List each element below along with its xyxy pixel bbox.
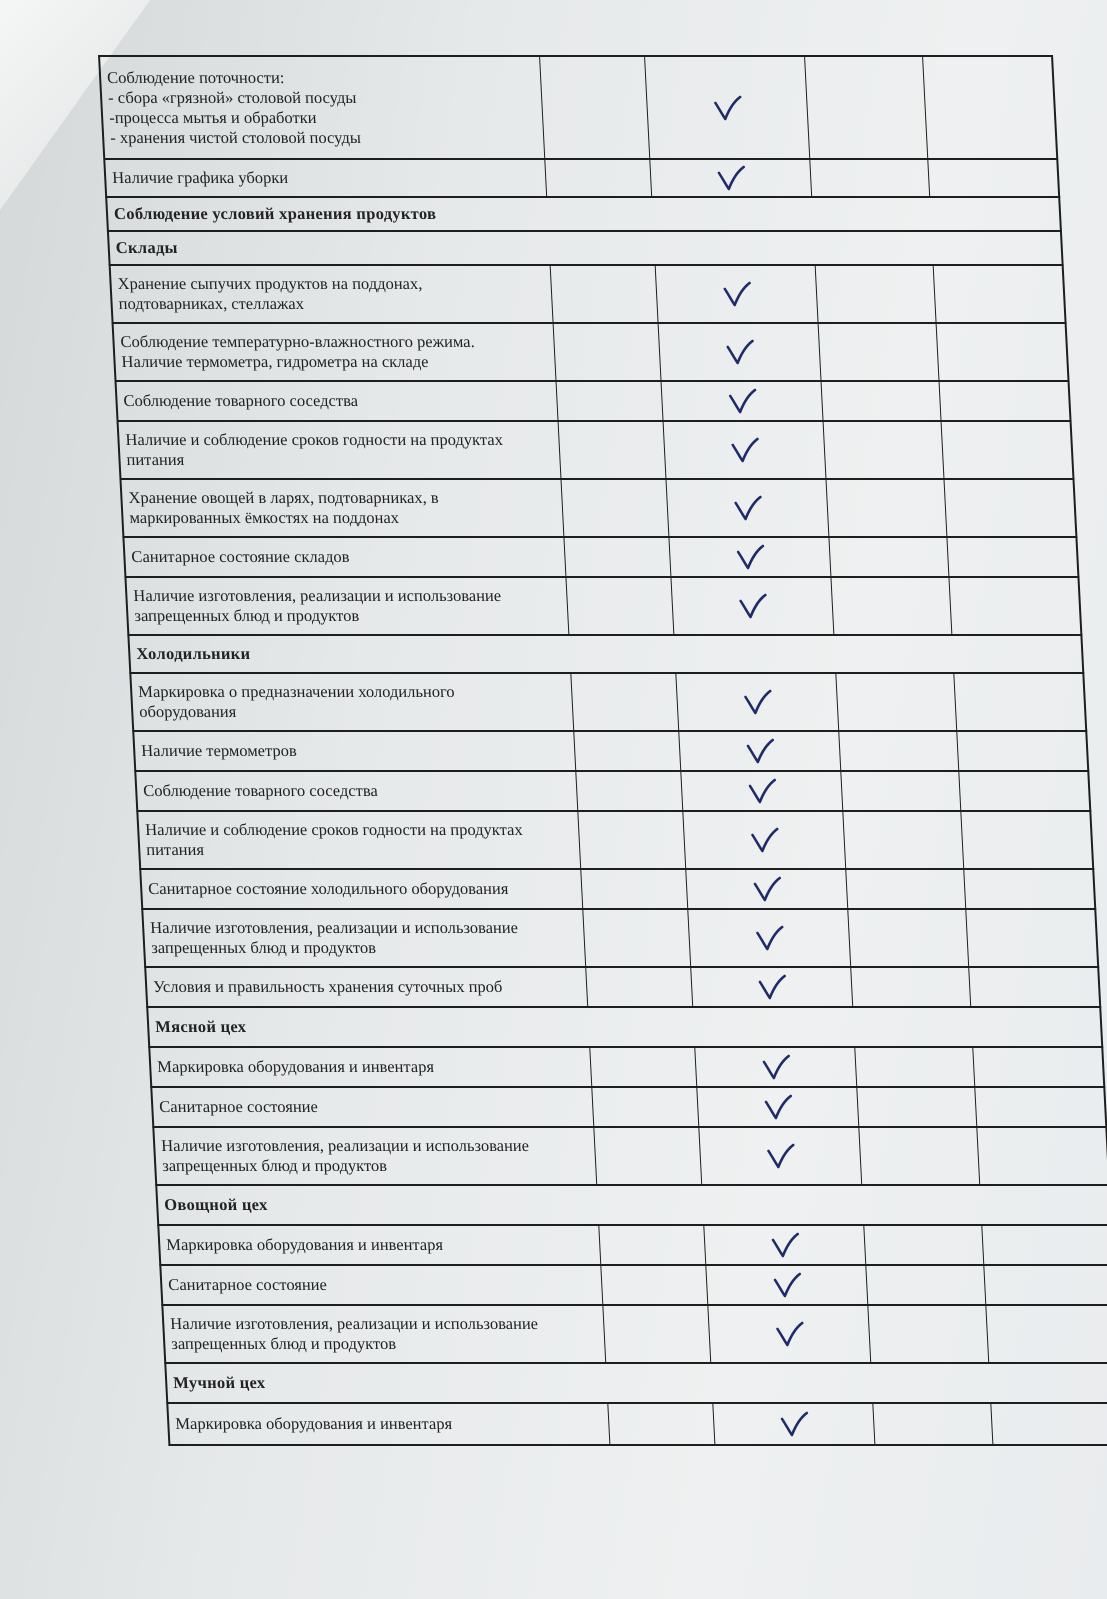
blank-cell: [855, 1048, 975, 1086]
mark-cell: [676, 674, 839, 730]
section-title-cell: [157, 1186, 1107, 1224]
blank-cell: [977, 1128, 1075, 1184]
criterion-text: Наличие изготовления, реализации и использование запрещенных блюд и продуктов: [160, 1136, 530, 1175]
handwritten-checkmark-icon: [751, 875, 782, 903]
checklist-row: [157, 1226, 1107, 1266]
blank-cell: [574, 732, 681, 770]
blank-cell: [594, 1128, 702, 1184]
criterion-cell: [154, 1128, 597, 1184]
criterion-text: Хранение сыпучих продуктов на поддонах, подтоварниках, стеллажах: [117, 274, 423, 313]
handwritten-checkmark-icon: [742, 688, 773, 716]
blank-cell: [966, 910, 1064, 966]
section-header-row: [105, 198, 1062, 232]
handwritten-checkmark-icon: [744, 737, 775, 765]
blank-cell: [959, 772, 1056, 810]
handwritten-checkmark-icon: [756, 973, 787, 1001]
handwritten-checkmark-icon: [715, 164, 746, 192]
criterion-cell: [100, 57, 545, 158]
criterion-text: Санитарное состояние: [158, 1097, 319, 1116]
handwritten-checkmark-icon: [778, 1410, 809, 1438]
blank-cell: [586, 968, 693, 1006]
section-header-row: [146, 1008, 1103, 1048]
checklist-row: [103, 160, 1060, 198]
mark-cell: [713, 1404, 875, 1444]
checklist-row: [136, 812, 1094, 870]
blank-cell: [991, 1404, 1088, 1444]
blank-cell: [964, 870, 1061, 908]
blank-cell: [947, 538, 1044, 576]
mark-cell: [667, 480, 830, 536]
blank-cell: [973, 1048, 1070, 1086]
criterion-cell: [117, 382, 559, 420]
blank-cell: [843, 812, 964, 868]
mark-cell: [695, 1048, 857, 1086]
criterion-cell: [152, 1088, 594, 1126]
criterion-text: Маркировка оборудования и инвентаря: [165, 1235, 444, 1254]
checklist-row: [112, 324, 1070, 382]
criterion-cell: [122, 480, 565, 536]
criterion-text: Соблюдение температурно-влажностного режима. Наличие термометра, гидрометра на складе: [120, 332, 476, 371]
section-title-cell: [148, 1008, 1101, 1046]
section-title: Мучной цех: [172, 1373, 266, 1392]
criterion-text: Соблюдение товарного соседства: [142, 781, 379, 800]
checklist-row: [144, 968, 1101, 1008]
blank-cell: [969, 968, 1066, 1006]
blank-cell: [857, 1088, 977, 1126]
blank-cell: [540, 57, 650, 158]
checklist-row: [150, 1088, 1107, 1128]
blank-cell: [864, 1226, 984, 1264]
blank-cell: [583, 910, 691, 966]
blank-cell: [836, 674, 957, 730]
handwritten-checkmark-icon: [760, 1053, 791, 1081]
blank-cell: [819, 324, 940, 380]
checklist-row: [141, 910, 1099, 968]
mark-cell: [683, 812, 846, 868]
blank-cell: [839, 732, 959, 770]
blank-cell: [578, 812, 686, 868]
blank-cell: [954, 674, 1052, 730]
checklist-row: [124, 578, 1082, 636]
checklist-row: [98, 55, 1058, 160]
mark-cell: [650, 160, 812, 196]
handwritten-checkmark-icon: [711, 94, 742, 122]
blank-cell: [592, 1088, 699, 1126]
blank-cell: [576, 772, 683, 810]
criterion-cell: [124, 538, 566, 576]
blank-cell: [571, 674, 679, 730]
blank-cell: [986, 1306, 1084, 1362]
checklist-row: [161, 1306, 1107, 1364]
blank-cell: [559, 422, 667, 478]
blank-cell: [949, 578, 1047, 634]
blank-cell: [873, 1404, 993, 1444]
mark-cell: [659, 324, 822, 380]
handwritten-checkmark-icon: [771, 1271, 802, 1299]
blank-cell: [566, 578, 674, 634]
blank-cell: [945, 480, 1043, 536]
blank-cell: [859, 1128, 980, 1184]
section-header-row: [164, 1364, 1107, 1404]
criterion-cell: [161, 1266, 603, 1304]
mark-cell: [708, 1306, 871, 1362]
blank-cell: [551, 266, 659, 322]
criterion-text: Хранение овощей в ларях, подтоварниках, в маркированных ёмкостях на поддонах: [127, 488, 440, 527]
mark-cell: [704, 1226, 866, 1264]
criterion-text: Соблюдение поточности: - сбора «грязной» столовой посуды -процесса мытья и обработки - хранения чистой столовой посуды: [106, 67, 362, 147]
mark-cell: [664, 422, 827, 478]
blank-cell: [827, 480, 948, 536]
criterion-text: Соблюдение товарного соседства: [123, 391, 359, 410]
mark-cell: [686, 870, 848, 908]
mark-cell: [671, 578, 834, 634]
mark-cell: [656, 266, 819, 322]
section-header-row: [155, 1186, 1107, 1226]
section-title: Мясной цех: [154, 1017, 247, 1036]
criterion-text: Санитарное состояние складов: [130, 547, 350, 566]
criterion-text: Санитарное состояние холодильного оборудования: [147, 879, 509, 898]
mark-cell: [697, 1088, 859, 1126]
checklist-table: [98, 55, 1107, 1530]
blank-cell: [934, 266, 1032, 322]
handwritten-checkmark-icon: [754, 924, 785, 952]
criterion-cell: [143, 910, 586, 966]
criterion-cell: [131, 674, 574, 730]
blank-cell: [841, 772, 961, 810]
criterion-cell: [119, 422, 562, 478]
blank-cell: [590, 1048, 697, 1086]
criterion-cell: [163, 1306, 606, 1362]
section-title: Овощной цех: [163, 1195, 268, 1214]
checklist-row: [148, 1048, 1105, 1088]
handwritten-checkmark-icon: [726, 387, 757, 415]
checklist-row: [120, 480, 1078, 538]
criterion-cell: [146, 968, 588, 1006]
mark-cell: [706, 1266, 868, 1304]
checklist-row: [134, 772, 1091, 812]
blank-cell: [824, 422, 945, 478]
blank-cell: [831, 578, 952, 634]
checklist-row: [139, 870, 1096, 910]
blank-cell: [564, 538, 671, 576]
handwritten-checkmark-icon: [765, 1142, 796, 1170]
criterion-text: Наличие графика уборки: [111, 168, 289, 187]
section-title-cell: [107, 198, 1060, 230]
blank-cell: [975, 1088, 1072, 1126]
section-header-row: [127, 636, 1084, 674]
handwritten-checkmark-icon: [737, 592, 768, 620]
handwritten-checkmark-icon: [746, 777, 777, 805]
blank-cell: [928, 160, 1025, 196]
blank-cell: [810, 160, 930, 196]
blank-cell: [822, 382, 942, 420]
criterion-cell: [105, 160, 547, 196]
blank-cell: [940, 382, 1037, 420]
criterion-text: Наличие и соблюдение сроков годности на продуктах питания: [144, 820, 524, 859]
blank-cell: [608, 1404, 715, 1444]
criterion-cell: [168, 1404, 610, 1444]
blank-cell: [866, 1266, 986, 1304]
blank-cell: [848, 910, 969, 966]
mark-cell: [662, 382, 824, 420]
criterion-cell: [134, 732, 576, 770]
section-header-row: [107, 232, 1064, 266]
criterion-text: Условия и правильность хранения суточных проб: [152, 977, 503, 996]
blank-cell: [829, 538, 949, 576]
section-title-cell: [109, 232, 1062, 264]
blank-cell: [961, 812, 1059, 868]
criterion-text: Наличие термометров: [140, 741, 298, 760]
blank-cell: [868, 1306, 989, 1362]
mark-cell: [681, 772, 843, 810]
blank-cell: [562, 480, 670, 536]
blank-cell: [942, 422, 1040, 478]
blank-cell: [581, 870, 688, 908]
handwritten-checkmark-icon: [769, 1231, 800, 1259]
criterion-cell: [114, 324, 557, 380]
handwritten-checkmark-icon: [732, 494, 763, 522]
blank-cell: [557, 382, 664, 420]
criterion-text: Санитарное состояние: [167, 1275, 328, 1294]
handwritten-checkmark-icon: [724, 338, 755, 366]
criterion-text: Наличие изготовления, реализации и использование запрещенных блюд и продуктов: [169, 1314, 539, 1353]
criterion-text: Наличие изготовления, реализации и использование запрещенных блюд и продуктов: [149, 918, 519, 957]
blank-cell: [554, 324, 662, 380]
blank-cell: [984, 1266, 1081, 1304]
checklist-row: [115, 382, 1072, 422]
handwritten-checkmark-icon: [762, 1093, 793, 1121]
mark-cell: [688, 910, 851, 966]
blank-cell: [957, 732, 1054, 770]
checklist-row: [152, 1128, 1107, 1186]
handwritten-checkmark-icon: [721, 280, 752, 308]
mark-cell: [679, 732, 841, 770]
section-title: Холодильники: [135, 644, 251, 663]
blank-cell: [545, 160, 652, 196]
handwritten-checkmark-icon: [749, 826, 780, 854]
blank-cell: [846, 870, 966, 908]
mark-cell: [699, 1128, 862, 1184]
checklist-row: [117, 422, 1075, 480]
checklist-row: [166, 1404, 1107, 1446]
criterion-text: Маркировка оборудования и инвентаря: [156, 1057, 435, 1076]
mark-cell: [669, 538, 831, 576]
section-title: Склады: [115, 238, 179, 257]
section-title: Соблюдение условий хранения продуктов: [113, 204, 437, 223]
criterion-cell: [136, 772, 578, 810]
blank-cell: [982, 1226, 1079, 1264]
criterion-cell: [150, 1048, 592, 1086]
handwritten-checkmark-icon: [734, 543, 765, 571]
handwritten-checkmark-icon: [729, 436, 760, 464]
blank-cell: [805, 57, 928, 158]
checklist-row: [159, 1266, 1107, 1306]
checklist-row: [122, 538, 1079, 578]
blank-cell: [851, 968, 971, 1006]
blank-cell: [601, 1266, 708, 1304]
blank-cell: [937, 324, 1035, 380]
criterion-text: Маркировка о предназначении холодильного оборудования: [137, 682, 456, 721]
blank-cell: [599, 1226, 706, 1264]
blank-cell: [923, 57, 1023, 158]
criterion-cell: [141, 870, 583, 908]
section-title-cell: [129, 636, 1082, 672]
criterion-cell: [159, 1226, 601, 1264]
handwritten-checkmark-icon: [774, 1320, 805, 1348]
section-title-cell: [166, 1364, 1107, 1402]
criterion-text: Наличие изготовления, реализации и использование запрещенных блюд и продуктов: [132, 586, 502, 625]
mark-cell: [691, 968, 853, 1006]
checklist-row: [132, 732, 1089, 772]
blank-cell: [816, 266, 937, 322]
criterion-cell: [111, 266, 554, 322]
criterion-cell: [126, 578, 569, 634]
criterion-text: Маркировка оборудования и инвентаря: [174, 1414, 453, 1433]
criterion-cell: [138, 812, 581, 868]
checklist-row: [109, 266, 1067, 324]
criterion-text: Наличие и соблюдение сроков годности на продуктах питания: [124, 430, 504, 469]
blank-cell: [603, 1306, 711, 1362]
mark-cell: [645, 57, 810, 158]
checklist-row: [129, 674, 1087, 732]
